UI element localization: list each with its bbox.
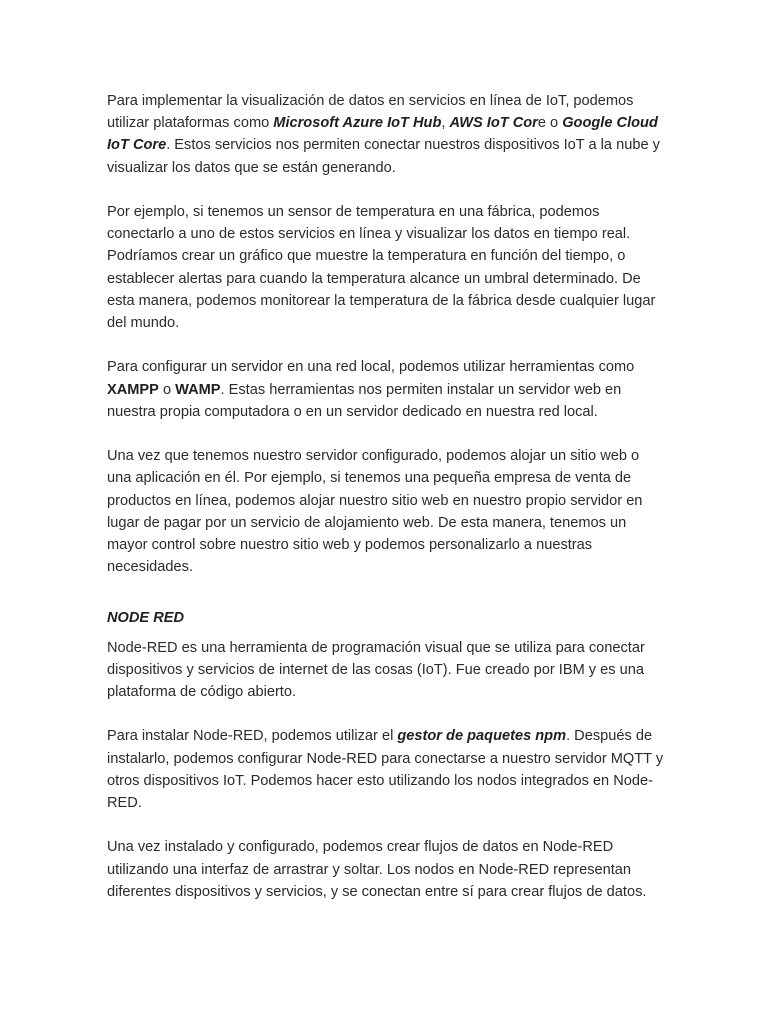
azure-iot-hub-emphasis: Microsoft Azure IoT Hub xyxy=(273,115,442,132)
document-body xyxy=(107,90,667,903)
text-run: Para instalar Node-RED, podemos utilizar el xyxy=(107,728,398,745)
paragraph-node-red-flows: Una vez instalado y configurado, podemos crear flujos de datos en Node-RED utilizando una interfaz de arrastrar y soltar. Los nodos en Node-RED representan diferentes dispositivos y servicios, y se conectan entre sí para crear flujos de datos. xyxy=(107,839,647,900)
paragraph-node-red-intro: Node-RED es una herramienta de programación visual que se utiliza para conectar dispositivos y servicios de internet de las cosas (IoT). Fue creado por IBM y es una plataforma de código abierto. xyxy=(107,639,645,701)
text-run: , xyxy=(441,115,450,132)
text-run: Para implementar la visualización de datos en servicios en línea de IoT, podemos utilizar plataformas como xyxy=(107,93,634,132)
paragraph-temperature-example: Por ejemplo, si tenemos un sensor de temperatura en una fábrica, podemos conectarlo a uno de estos servicios en línea y visualizar los datos en tiempo real. Podríamos crear un gráfico que muestre la temperatura en función del tiempo, o establecer alertas para cuando la temperatura alcance un umbral determinado. De esta manera, podemos monitorear la temperatura de la fábrica desde cualquier lugar del mundo. xyxy=(107,204,656,332)
text-run: e o xyxy=(537,115,563,132)
paragraph-node-red-install xyxy=(107,725,667,814)
text-run: . Estas herramientas nos permiten instalar un servidor web en nuestra propia computadora o en un servidor dedicado en nuestra red local. xyxy=(107,381,622,420)
text-run: o xyxy=(158,381,176,398)
text-run: Para configurar un servidor en una red local, podemos utilizar herramientas como xyxy=(107,359,635,376)
npm-emphasis: gestor de paquetes npm xyxy=(397,728,567,745)
paragraph-iot-platforms xyxy=(107,90,667,179)
aws-iot-core-emphasis: AWS IoT Cor xyxy=(449,115,538,132)
google-cloud-iot-core-emphasis: Google Cloud IoT Core xyxy=(107,115,658,154)
section-heading-node-red: NODE RED xyxy=(107,610,185,627)
paragraph-local-server xyxy=(107,356,667,423)
paragraph-hosting: Una vez que tenemos nuestro servidor configurado, podemos alojar un sitio web o una aplicación en él. Por ejemplo, si tenemos una pequeña empresa de venta de productos en línea, podemos alojar nuestro sitio web en nuestro propio servidor en lugar de pagar por un servicio de alojamiento web. De esta manera, tenemos un mayor control sobre nuestro sitio web y podemos personalizarlo a nuestras necesidades. xyxy=(107,448,643,576)
text-run: . Estos servicios nos permiten conectar nuestros dispositivos IoT a la nube y visualizar los datos que se están generando. xyxy=(107,137,660,176)
text-run: . Después de instalarlo, podemos configurar Node-RED para conectarse a nuestro servidor MQTT y otros dispositivos IoT. Podemos hacer esto utilizando los nodos integrados en Node-RED. xyxy=(107,728,664,812)
wamp-emphasis: WAMP xyxy=(175,381,221,398)
xampp-emphasis: XAMPP xyxy=(107,381,159,398)
